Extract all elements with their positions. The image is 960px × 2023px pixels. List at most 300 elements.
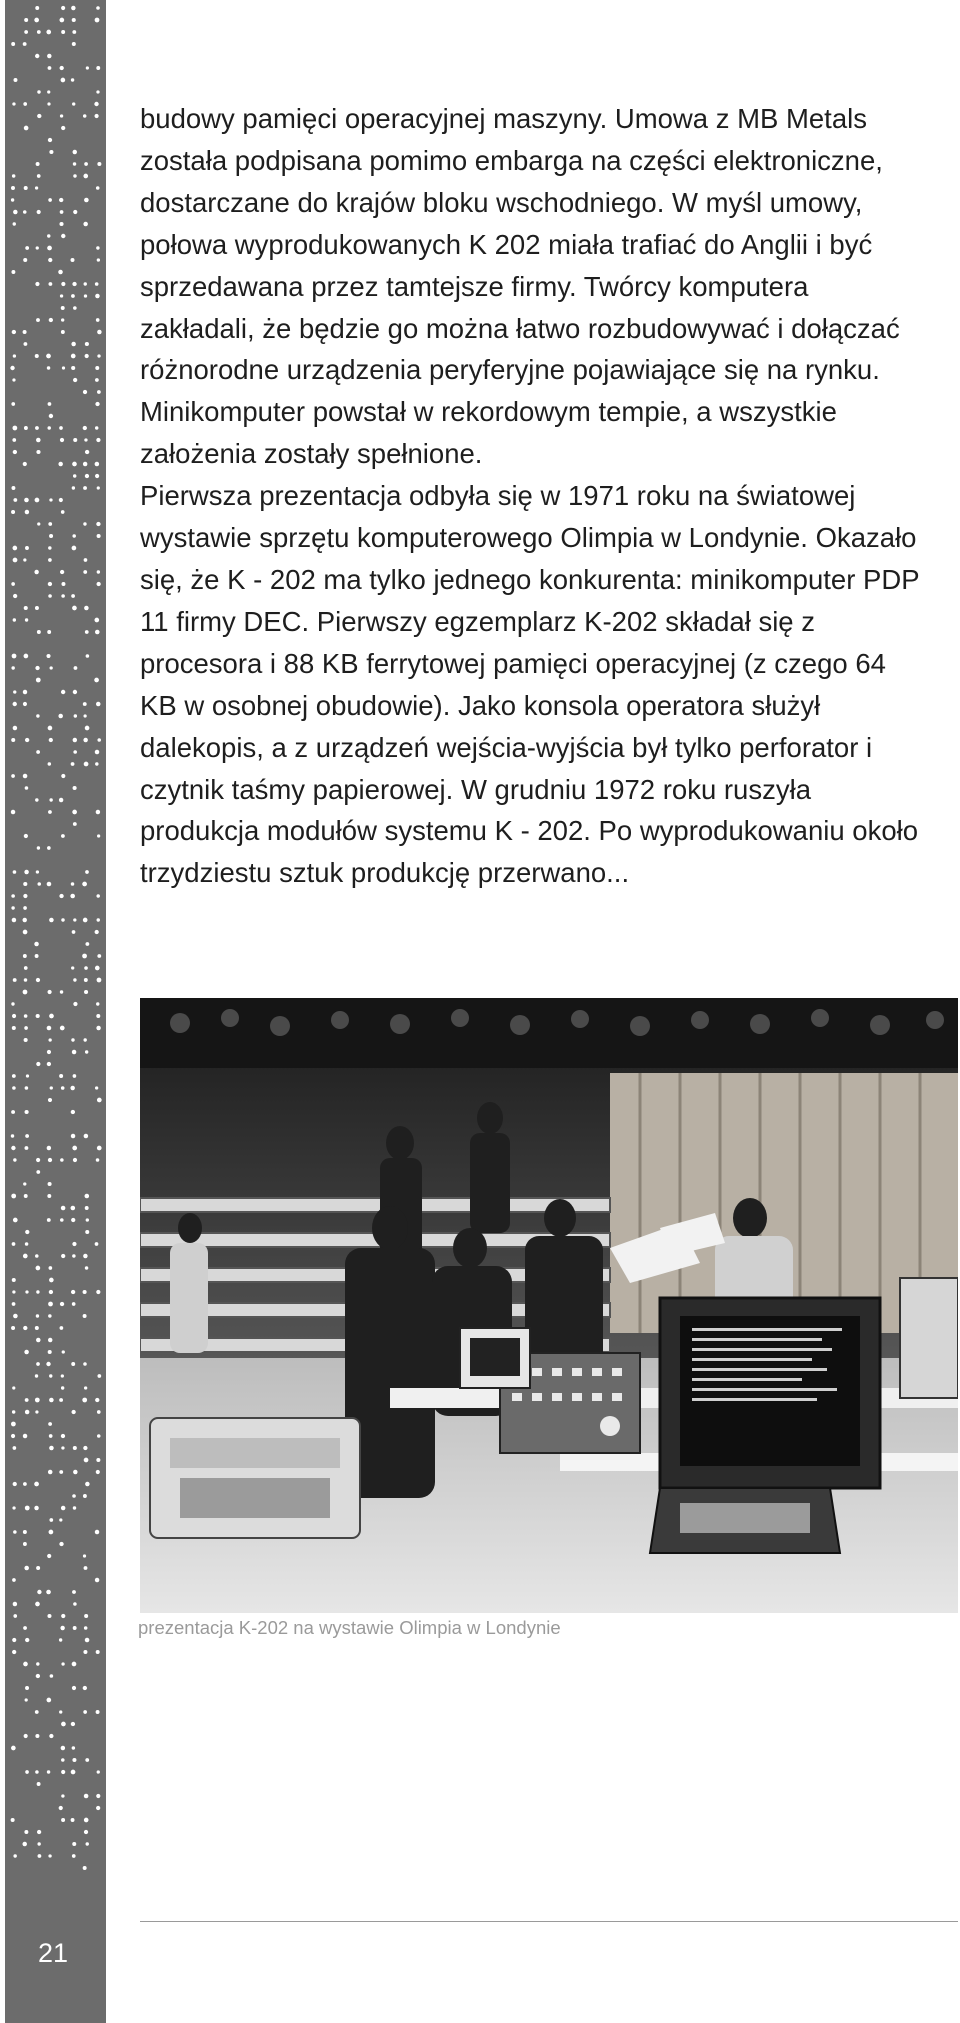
- decorative-dot: [24, 1194, 28, 1198]
- decorative-dot: [83, 114, 86, 117]
- decorative-dot: [23, 774, 28, 779]
- decorative-dot: [49, 1266, 53, 1270]
- decorative-dot: [46, 354, 51, 359]
- decorative-dot: [47, 1770, 50, 1773]
- decorative-dot: [25, 738, 29, 742]
- decorative-dot: [46, 1590, 51, 1595]
- decorative-dot: [23, 990, 28, 995]
- decorative-dot: [83, 918, 88, 923]
- decorative-dot: [47, 990, 51, 994]
- decorative-dot: [50, 1674, 54, 1678]
- decorative-dot: [72, 1590, 76, 1594]
- decorative-dot: [71, 762, 75, 766]
- decorative-dot: [37, 882, 41, 886]
- decorative-dot: [25, 1146, 29, 1150]
- decorative-dot: [62, 366, 65, 369]
- decorative-dot: [61, 1770, 65, 1774]
- decorative-dot: [24, 1566, 29, 1571]
- decorative-dot: [12, 1650, 16, 1654]
- decorative-dot: [38, 1854, 42, 1858]
- decorative-dot: [46, 654, 50, 658]
- decorative-dot: [83, 522, 86, 525]
- decorative-dot: [72, 18, 76, 22]
- decorative-dot: [96, 246, 99, 249]
- text-line: założenia zostały spełnione.: [140, 438, 483, 470]
- decorative-dot: [71, 1362, 75, 1366]
- decorative-dot: [72, 282, 76, 286]
- decorative-dot: [48, 546, 51, 549]
- decorative-dot: [50, 666, 53, 669]
- decorative-dot: [12, 378, 15, 381]
- paragraph-1: [140, 98, 960, 475]
- decorative-dot: [61, 1374, 64, 1377]
- decorative-dot: [84, 1830, 88, 1834]
- decorative-dot: [61, 1254, 65, 1258]
- decorative-dot: [60, 570, 64, 574]
- decorative-dot: [60, 1326, 64, 1330]
- decorative-dot: [35, 798, 38, 801]
- decorative-dot: [85, 870, 89, 874]
- decorative-dot: [24, 966, 28, 970]
- decorative-dot: [61, 1434, 65, 1438]
- footer-rule: [140, 1921, 958, 1922]
- text-line: sprzedawana przez tamtejsze firmy. Twórcy komputera: [140, 270, 809, 302]
- decorative-dot: [61, 234, 65, 238]
- decorative-dot: [85, 354, 89, 358]
- decorative-dot: [11, 738, 15, 742]
- decorative-dot: [11, 1134, 14, 1137]
- decorative-dot: [84, 1818, 89, 1823]
- decorative-dot: [85, 726, 90, 731]
- decorative-dot: [97, 1410, 101, 1414]
- decorative-dot: [25, 1230, 29, 1234]
- decorative-dot: [25, 1686, 29, 1690]
- decorative-dot: [49, 498, 52, 501]
- decorative-dot: [62, 1350, 65, 1353]
- decorative-dot: [61, 330, 65, 334]
- decorative-dot: [97, 978, 102, 983]
- decorative-dot: [60, 990, 63, 993]
- decorative-dot: [59, 1074, 63, 1078]
- decorative-dot: [96, 1806, 100, 1810]
- decorative-dot: [12, 174, 15, 177]
- decorative-dot: [73, 150, 77, 154]
- decorative-dot: [83, 1686, 87, 1690]
- decorative-dot: [49, 1434, 53, 1438]
- decorative-dot: [36, 1290, 39, 1293]
- decorative-dot: [36, 714, 39, 717]
- text-line: czytnik taśmy papierowej. W grudniu 1972 roku ruszyła: [140, 773, 811, 805]
- decorative-dot: [59, 426, 63, 430]
- decorative-dot: [23, 894, 27, 898]
- decorative-dot: [49, 1734, 53, 1738]
- decorative-dot: [47, 1026, 52, 1031]
- decorative-dot: [11, 894, 15, 898]
- decorative-dot: [59, 798, 63, 802]
- decorative-dot: [13, 1158, 16, 1161]
- decorative-dot: [72, 546, 77, 551]
- decorative-dot: [24, 654, 29, 659]
- decorative-dot: [95, 18, 100, 23]
- decorative-dot: [11, 1194, 16, 1199]
- decorative-dot: [12, 1638, 16, 1642]
- decorative-dot: [72, 1302, 76, 1306]
- decorative-dot: [35, 1254, 39, 1258]
- decorative-dot: [46, 1362, 50, 1366]
- decorative-dot: [49, 1530, 54, 1535]
- decorative-dot: [96, 1158, 100, 1162]
- decorative-dot: [95, 378, 99, 382]
- decorative-dot: [96, 6, 100, 10]
- decorative-dot: [73, 690, 77, 694]
- decorative-dot: [25, 618, 28, 621]
- decorative-dot: [60, 66, 64, 70]
- decorative-dot: [72, 1842, 76, 1846]
- decorative-dot: [61, 318, 64, 321]
- decorative-dot: [49, 534, 53, 538]
- decorative-dot: [71, 1290, 75, 1294]
- decorative-dot: [13, 702, 17, 706]
- decorative-dot: [49, 1398, 54, 1403]
- decorative-dot: [36, 1170, 40, 1174]
- decorative-dot: [71, 1770, 76, 1775]
- decorative-dot: [24, 1734, 28, 1738]
- decorative-dot: [73, 786, 77, 790]
- decorative-dot: [13, 1218, 18, 1223]
- text-line: wystawie sprzętu komputerowego Olimpia w Londynie. Okazało: [140, 522, 917, 554]
- decorative-dot: [60, 1158, 64, 1162]
- decorative-dot: [60, 114, 63, 117]
- decorative-dot: [48, 402, 52, 406]
- decorative-dot: [71, 1038, 74, 1041]
- decorative-dot: [95, 462, 100, 467]
- decorative-dot: [47, 54, 51, 58]
- sidebar-dot-pattern: [0, 0, 106, 1880]
- decorative-dot: [47, 1050, 51, 1054]
- decorative-dot: [73, 1602, 77, 1606]
- decorative-dot: [85, 1266, 88, 1269]
- decorative-dot: [96, 1026, 100, 1030]
- decorative-dot: [61, 1206, 66, 1211]
- decorative-dot: [72, 1410, 76, 1414]
- text-line: się, że K - 202 ma tylko jednego konkurenta: minikomputer PDP: [140, 563, 920, 595]
- decorative-dot: [84, 1134, 89, 1139]
- decorative-dot: [37, 174, 41, 178]
- decorative-dot: [85, 474, 89, 478]
- decorative-dot: [48, 1038, 51, 1041]
- decorative-dot: [59, 1806, 63, 1810]
- decorative-dot: [84, 966, 88, 970]
- text-line: trzydziestu sztuk produkcję przerwano...: [140, 857, 630, 889]
- decorative-dot: [95, 1242, 99, 1246]
- decorative-dot: [12, 1302, 16, 1306]
- decorative-dot: [11, 1746, 16, 1751]
- decorative-dot: [11, 906, 14, 909]
- decorative-dot: [36, 438, 41, 443]
- decorative-dot: [83, 1290, 87, 1294]
- decorative-dot: [12, 330, 16, 334]
- decorative-dot: [34, 1482, 39, 1487]
- decorative-dot: [96, 1458, 100, 1462]
- decorative-dot: [49, 738, 53, 742]
- decorative-dot: [25, 1086, 29, 1090]
- decorative-dot: [85, 1482, 89, 1486]
- decorative-dot: [13, 1446, 17, 1450]
- decorative-dot: [97, 1146, 102, 1151]
- decorative-dot: [25, 546, 29, 550]
- decorative-dot: [95, 762, 98, 765]
- decorative-dot: [48, 1314, 51, 1317]
- decorative-dot: [13, 558, 18, 563]
- decorative-dot: [85, 1638, 90, 1643]
- decorative-dot: [36, 978, 40, 982]
- decorative-dot: [35, 1374, 38, 1377]
- decorative-dot: [83, 1650, 87, 1654]
- decorative-dot: [35, 1602, 40, 1607]
- decorative-dot: [49, 798, 52, 801]
- decorative-dot: [25, 1698, 28, 1701]
- decorative-dot: [11, 1326, 15, 1330]
- decorative-dot: [96, 810, 100, 814]
- decorative-dot: [37, 1782, 41, 1786]
- decorative-dot: [83, 570, 87, 574]
- k202-exhibition-photo: [140, 998, 958, 1613]
- decorative-dot: [95, 366, 99, 370]
- decorative-dot: [11, 582, 15, 586]
- decorative-dot: [25, 1638, 29, 1642]
- decorative-dot: [95, 966, 100, 971]
- decorative-dot: [35, 1734, 39, 1738]
- decorative-dot: [47, 882, 52, 887]
- text-line: różnorodne urządzenia peryferyjne pojawiające się na rynku.: [140, 354, 880, 386]
- decorative-dot: [72, 1662, 77, 1667]
- decorative-dot: [13, 618, 16, 621]
- decorative-dot: [47, 366, 50, 369]
- decorative-dot: [25, 1242, 29, 1246]
- decorative-dot: [37, 1830, 41, 1834]
- decorative-dot: [85, 1206, 89, 1210]
- decorative-dot: [11, 42, 15, 46]
- decorative-dot: [48, 762, 51, 765]
- decorative-dot: [13, 450, 17, 454]
- decorative-dot: [83, 486, 87, 490]
- decorative-dot: [61, 1794, 64, 1797]
- decorative-dot: [97, 1434, 101, 1438]
- decorative-dot: [36, 1674, 40, 1678]
- decorative-dot: [13, 1314, 18, 1319]
- decorative-dot: [61, 30, 65, 34]
- decorative-dot: [49, 318, 53, 322]
- text-line: 11 firmy DEC. Pierwszy egzemplarz K-202 składał się z: [140, 605, 815, 637]
- decorative-dot: [58, 270, 63, 275]
- decorative-dot: [48, 138, 52, 142]
- decorative-dot: [35, 54, 39, 58]
- decorative-dot: [36, 1362, 40, 1366]
- decorative-dot: [85, 450, 89, 454]
- page-number: 21: [38, 1938, 69, 1968]
- decorative-dot: [86, 654, 90, 658]
- decorative-dot: [86, 1218, 89, 1221]
- decorative-dot: [13, 594, 17, 598]
- decorative-dot: [83, 222, 88, 227]
- decorative-dot: [12, 1386, 15, 1389]
- decorative-dot: [73, 306, 77, 310]
- decorative-dot: [72, 1146, 77, 1151]
- decorative-dot: [83, 1446, 87, 1450]
- decorative-dot: [59, 198, 63, 202]
- decorative-dot: [61, 918, 64, 921]
- decorative-dot: [83, 738, 87, 742]
- decorative-dot: [24, 498, 29, 503]
- decorative-dot: [85, 342, 89, 346]
- decorative-dot: [60, 1218, 64, 1222]
- decorative-dot: [36, 1662, 39, 1665]
- decorative-dot: [59, 18, 64, 23]
- decorative-dot: [47, 1614, 51, 1618]
- decorative-dot: [97, 162, 101, 166]
- decorative-dot: [83, 174, 88, 179]
- decorative-dot: [48, 198, 52, 202]
- decorative-dot: [23, 906, 27, 910]
- decorative-dot: [84, 162, 88, 166]
- decorative-dot: [96, 1794, 100, 1798]
- decorative-dot: [11, 270, 15, 274]
- decorative-dot: [72, 1854, 76, 1858]
- decorative-dot: [49, 1446, 54, 1451]
- decorative-dot: [59, 1398, 63, 1402]
- decorative-dot: [95, 402, 99, 406]
- decorative-dot: [72, 30, 76, 34]
- decorative-dot: [11, 1422, 16, 1427]
- decorative-dot: [12, 1014, 16, 1018]
- decorative-dot: [12, 1410, 15, 1413]
- decorative-dot: [61, 1446, 64, 1449]
- decorative-dot: [48, 1338, 52, 1342]
- decorative-dot: [46, 1698, 51, 1703]
- decorative-dot: [11, 774, 15, 778]
- decorative-dot: [24, 30, 28, 34]
- decorative-dot: [73, 1470, 77, 1474]
- decorative-dot: [25, 1410, 29, 1414]
- decorative-dot: [82, 954, 87, 959]
- decorative-dot: [96, 1470, 100, 1474]
- decorative-dot: [61, 6, 65, 10]
- decorative-dot: [96, 522, 100, 526]
- decorative-dot: [83, 1554, 86, 1557]
- decorative-dot: [73, 174, 76, 177]
- decorative-dot: [34, 570, 38, 574]
- decorative-dot: [25, 1290, 28, 1293]
- decorative-dot: [13, 354, 16, 357]
- decorative-dot: [96, 702, 101, 707]
- decorative-dot: [72, 1758, 76, 1762]
- decorative-dot: [50, 1086, 53, 1089]
- decorative-dot: [61, 690, 65, 694]
- decorative-dot: [25, 1134, 29, 1138]
- decorative-dot: [59, 222, 63, 226]
- decorative-dot: [72, 1254, 75, 1257]
- decorative-dot: [61, 1722, 66, 1727]
- decorative-dot: [35, 498, 40, 503]
- decorative-dot: [97, 534, 101, 538]
- decorative-dot: [25, 1110, 29, 1114]
- decorative-dot: [12, 102, 15, 105]
- text-line: dostarczane do krajów bloku wschodniego. W myśl umowy,: [140, 186, 863, 218]
- decorative-dot: [59, 894, 63, 898]
- decorative-dot: [48, 258, 52, 262]
- decorative-dot: [96, 1710, 100, 1714]
- decorative-dot: [12, 1086, 16, 1090]
- decorative-dot: [34, 942, 39, 947]
- decorative-dot: [48, 1302, 53, 1307]
- decorative-dot: [23, 882, 27, 886]
- decorative-dot: [48, 810, 52, 814]
- decorative-dot: [71, 366, 75, 370]
- decorative-dot: [47, 846, 51, 850]
- decorative-dot: [25, 786, 29, 790]
- decorative-dot: [24, 834, 28, 838]
- decorative-dot: [12, 1506, 15, 1509]
- decorative-dot: [72, 1242, 76, 1246]
- decorative-dot: [94, 618, 99, 623]
- decorative-dot: [35, 606, 39, 610]
- decorative-dot: [13, 1482, 17, 1486]
- decorative-dot: [12, 1074, 16, 1078]
- decorative-dot: [24, 426, 28, 430]
- decorative-dot: [36, 1566, 40, 1570]
- text-line: zakładali, że będzie go można łatwo rozbudowywać i dołączać: [140, 312, 900, 344]
- decorative-dot: [84, 1458, 89, 1463]
- decorative-dot: [61, 1818, 65, 1822]
- decorative-dot: [47, 90, 50, 93]
- decorative-dot: [13, 726, 17, 730]
- decorative-dot: [36, 1158, 40, 1162]
- decorative-dot: [71, 1134, 75, 1138]
- decorative-dot: [72, 462, 77, 467]
- decorative-dot: [95, 474, 99, 478]
- decorative-dot: [11, 810, 15, 814]
- decorative-dot: [71, 594, 75, 598]
- decorative-dot: [60, 438, 64, 442]
- decorative-dot: [97, 1374, 101, 1378]
- decorative-dot: [71, 1722, 75, 1726]
- decorative-dot: [83, 462, 87, 466]
- decorative-dot: [37, 90, 40, 93]
- decorative-dot: [61, 510, 65, 514]
- decorative-dot: [48, 1854, 51, 1857]
- decorative-dot: [73, 1002, 77, 1006]
- decorative-dot: [96, 582, 100, 586]
- decorative-dot: [23, 1530, 27, 1534]
- decorative-dot: [23, 1626, 27, 1630]
- decorative-dot: [35, 954, 39, 958]
- decorative-dot: [48, 522, 52, 526]
- decorative-dot: [61, 594, 65, 598]
- decorative-dot: [83, 390, 87, 394]
- decorative-dot: [84, 714, 87, 717]
- decorative-dot: [22, 1842, 26, 1846]
- decorative-dot: [13, 1614, 17, 1618]
- decorative-dot: [86, 1842, 89, 1845]
- decorative-dot: [11, 1110, 15, 1114]
- decorative-dot: [11, 1434, 15, 1438]
- decorative-dot: [11, 1002, 14, 1005]
- decorative-dot: [26, 1074, 29, 1077]
- decorative-dot: [36, 1014, 40, 1018]
- decorative-dot: [95, 426, 98, 429]
- decorative-dot: [49, 1278, 54, 1283]
- decorative-dot: [84, 1614, 88, 1618]
